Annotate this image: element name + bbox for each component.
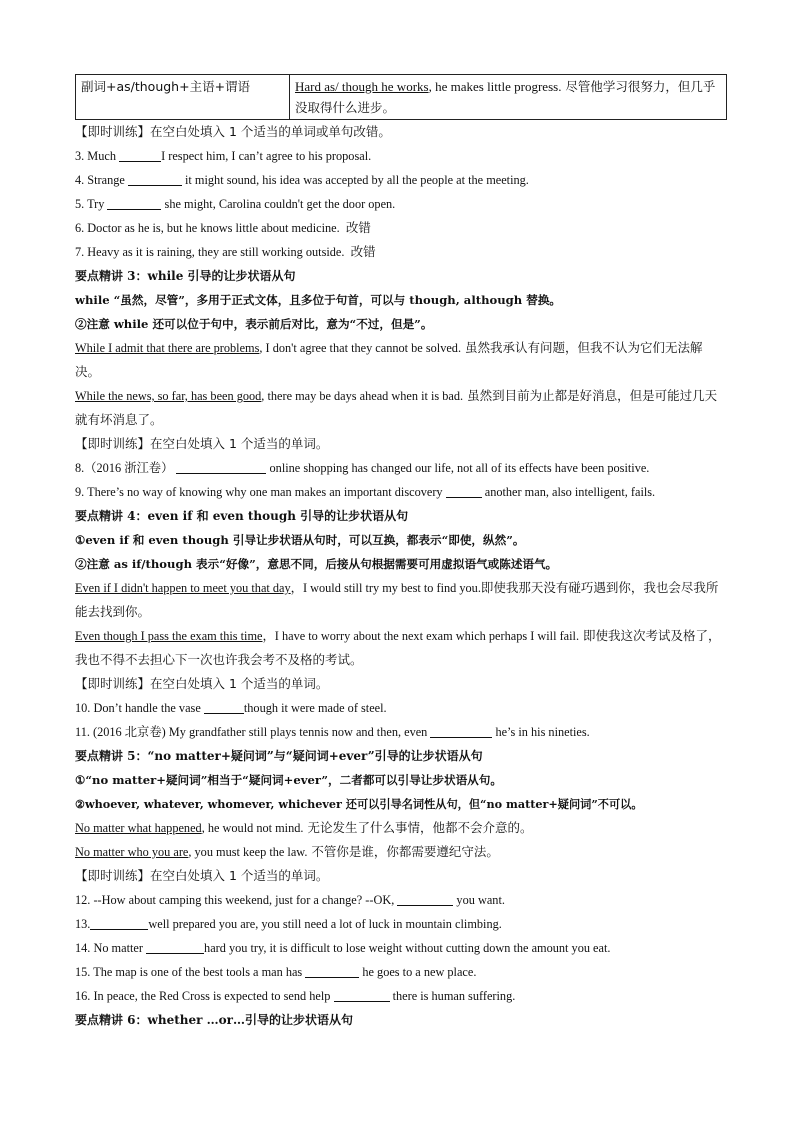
- correction-tag-7: 改错: [350, 244, 376, 259]
- exercise-12: 12. --How about camping this weekend, just for a change? --OK, you want.: [75, 893, 505, 907]
- exercise-10: 10. Don’t handle the vase though it were made of steel.: [75, 701, 387, 715]
- practice-label-1: 【即时训练】在空白处填入 1 个适当的单词或单句改错。: [75, 124, 391, 139]
- answer-blank-12[interactable]: [397, 892, 453, 906]
- point-4-title: 要点精讲 4：even if 和 even though 引导的让步状语从句: [75, 509, 409, 523]
- point-3-note-2: ②注意 while 还可以位于句中，表示前后对比，意为“不过，但是”。: [75, 317, 433, 331]
- answer-blank-5[interactable]: [107, 196, 161, 210]
- point-5-note-1: ①“no matter+疑问词”相当于“疑问词+ever”，二者都可以引导让步状语从句。: [75, 773, 502, 787]
- rule-table: [75, 74, 727, 120]
- answer-blank-3[interactable]: [119, 148, 161, 162]
- correction-tag-6: 改错: [345, 220, 371, 235]
- answer-blank-9[interactable]: [446, 484, 482, 498]
- exercise-7: 7. Heavy as it is raining, they are still working outside. 改错: [75, 244, 376, 259]
- rule-example-rest: , he makes little progress.: [428, 79, 562, 94]
- exercise-3: 3. Much I respect him, I can’t agree to his proposal.: [75, 149, 372, 163]
- point-4-example-2: Even though I pass the exam this time，I have to worry about the next exam which perhaps I will fail. 即使我这次考试及格了，我也不得不去担心下一次也许我会考不及格的考试。: [75, 628, 721, 667]
- point-5-title: 要点精讲 5：“no matter+疑问词”与“疑问词+ever”引导的让步状语从句: [75, 749, 483, 763]
- exercise-16: 16. In peace, the Red Cross is expected to send help there is human suffering.: [75, 989, 516, 1003]
- point-3-title: 要点精讲 3：while 引导的让步状语从句: [75, 269, 296, 283]
- answer-blank-11[interactable]: [430, 724, 492, 738]
- point-3-note-1: while “虽然，尽管”，多用于正式文体，且多位于句首，可以与 though, although 替换。: [75, 293, 562, 307]
- practice-label-4: 【即时训练】在空白处填入 1 个适当的单词。: [75, 868, 329, 883]
- point-5-note-2: ②whoever, whatever, whomever, whichever 还可以引导名词性从句，但“no matter+疑问词”不可以。: [75, 797, 643, 811]
- exercise-11: 11. (2016 北京卷) My grandfather still plays tennis now and then, even he’s in his nineties.: [75, 725, 590, 739]
- answer-blank-8[interactable]: [176, 460, 266, 474]
- point-5-example-1: No matter what happened, he would not mind. 无论发生了什么事情，他都不会介意的。: [75, 820, 533, 835]
- point-4-example-1: Even if I didn't happen to meet you that day，I would still try my best to find you.即使我那天没有碰巧遇到你，我也会尽我所能去找到你。: [75, 580, 719, 619]
- point-3-example-1: While I admit that there are problems, I don't agree that they cannot be solved. 虽然我承认有问题，但我不认为它们无法解决。: [75, 340, 703, 379]
- practice-label-3: 【即时训练】在空白处填入 1 个适当的单词。: [75, 676, 329, 691]
- answer-blank-14[interactable]: [146, 940, 204, 954]
- point-6-title: 要点精讲 6：whether …or…引导的让步状语从句: [75, 1013, 353, 1027]
- point-4-note-1: ①even if 和 even though 引导让步状语从句时，可以互换，都表示“即使，纵然”。: [75, 533, 525, 547]
- point-5-example-2: No matter who you are, you must keep the law. 不管你是谁，你都需要遵纪守法。: [75, 844, 499, 859]
- exercise-9: 9. There’s no way of knowing why one man makes an important discovery another man, also intelligent, fails.: [75, 485, 656, 499]
- rule-pattern-cell: [76, 75, 290, 120]
- point-4-note-2: ②注意 as if/though 表示“好像”，意思不同，后接从句根据需要可用虚拟语气或陈述语气。: [75, 557, 558, 571]
- rule-example-underlined: Hard as/ though he works: [295, 79, 429, 94]
- document-page: [75, 74, 727, 1032]
- exercise-6: 6. Doctor as he is, but he knows little about medicine. 改错: [75, 220, 371, 235]
- answer-blank-13[interactable]: [90, 916, 148, 930]
- point-3-example-2: While the news, so far, has been good, there may be days ahead when it is bad. 虽然到目前为止都是好消息，但是可能过几天就有坏消息了。: [75, 388, 718, 427]
- rule-example-translation: 尽管他学习很努力，但几乎没取得什么进步。: [295, 79, 716, 115]
- rule-example-cell: [290, 75, 727, 120]
- exercise-5: 5. Try she might, Carolina couldn't get the door open.: [75, 197, 396, 211]
- exercise-14: 14. No matter hard you try, it is difficult to lose weight without cutting down the amount you eat.: [75, 941, 611, 955]
- answer-blank-10[interactable]: [204, 700, 244, 714]
- answer-blank-16[interactable]: [334, 988, 390, 1002]
- exercise-13: 13. well prepared you are, you still need a lot of luck in mountain climbing.: [75, 917, 502, 931]
- answer-blank-15[interactable]: [305, 964, 359, 978]
- answer-blank-4[interactable]: [128, 172, 182, 186]
- exercise-15: 15. The map is one of the best tools a man has he goes to a new place.: [75, 965, 477, 979]
- rule-pattern: 副词+as/though+主语+谓语: [81, 79, 251, 94]
- exercise-8: 8.（2016 浙江卷） online shopping has changed our life, not all of its effects have been positive.: [75, 461, 650, 475]
- practice-label-2: 【即时训练】在空白处填入 1 个适当的单词。: [75, 436, 329, 451]
- exercise-4: 4. Strange it might sound, his idea was accepted by all the people at the meeting.: [75, 173, 529, 187]
